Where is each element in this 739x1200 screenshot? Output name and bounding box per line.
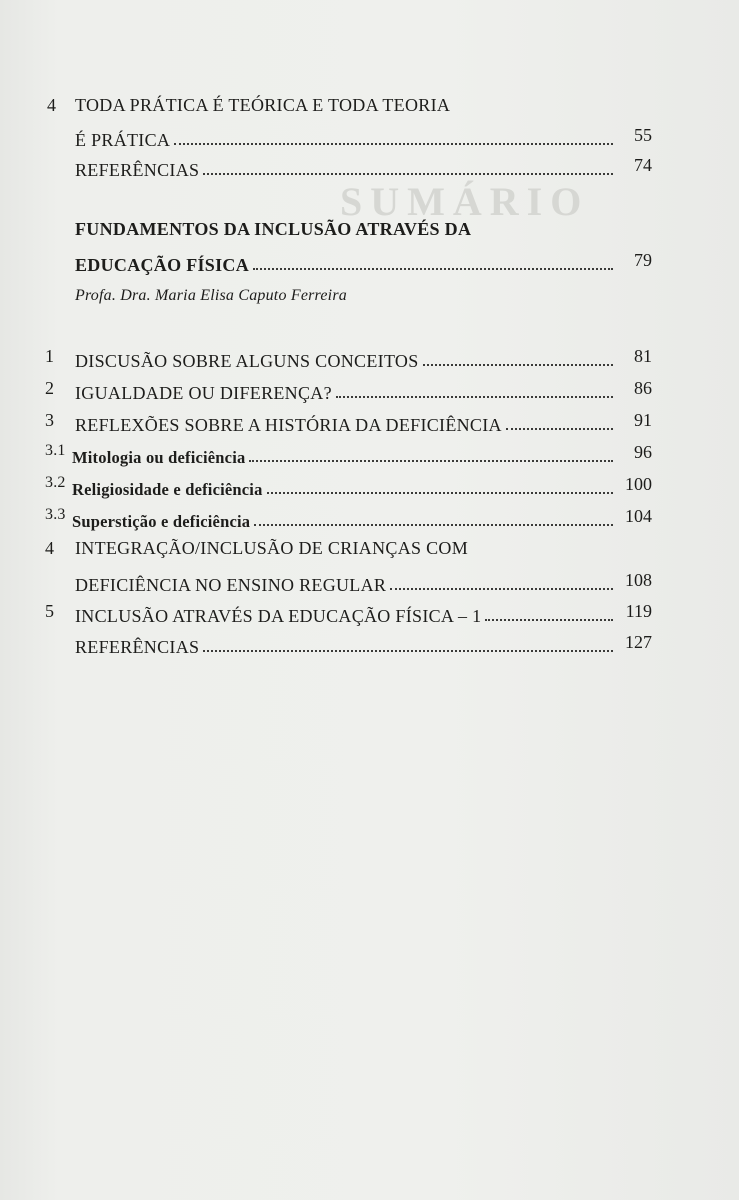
toc-entry-3-1[interactable]: [0, 442, 739, 470]
leader-row: [75, 632, 613, 658]
entry-title-line1: TODA PRÁTICA É TEÓRICA E TODA TEORIA: [75, 95, 451, 115]
dot-leader: [423, 364, 613, 366]
entry-title: REFLEXÕES SOBRE A HISTÓRIA DA DEFICIÊNCIA: [75, 415, 502, 435]
dot-leader: [253, 268, 613, 270]
leader-row: [72, 442, 613, 468]
entry-title-line2: DEFICIÊNCIA NO ENSINO REGULAR: [75, 575, 387, 595]
leader-row: [75, 410, 613, 436]
entry-page-number: 96: [634, 442, 652, 462]
entry-page-number: 100: [625, 474, 652, 494]
dot-leader: [267, 492, 613, 494]
toc-entry-5[interactable]: [0, 601, 739, 629]
entry-page-number: 91: [634, 410, 652, 430]
toc-entry-3-2[interactable]: [0, 474, 739, 502]
part-heading-text: EDUCAÇÃO FÍSICA: [75, 255, 250, 275]
part-heading-line1[interactable]: [0, 219, 739, 247]
toc-entry-2[interactable]: [0, 378, 739, 406]
entry-title: IGUALDADE OU DIFERENÇA?: [75, 383, 332, 403]
dot-leader: [485, 619, 613, 621]
entry-number: 3.3: [45, 506, 66, 523]
dot-leader: [203, 650, 613, 652]
entry-page-number: 86: [634, 378, 652, 398]
entry-number: 3: [45, 410, 55, 430]
part-heading-line2[interactable]: [0, 250, 739, 278]
entry-number: 5: [45, 601, 55, 621]
entry-number: 4: [47, 95, 57, 115]
entry-page-number: 81: [634, 346, 652, 366]
entry-title: Mitologia ou deficiência: [72, 448, 246, 467]
leader-row: [75, 250, 613, 276]
leader-row: [75, 346, 613, 372]
toc-entry-4-part1[interactable]: [0, 95, 739, 123]
entry-page-number: 127: [625, 632, 652, 652]
entry-title-line1: INTEGRAÇÃO/INCLUSÃO DE CRIANÇAS COM: [75, 538, 469, 558]
dot-leader: [174, 143, 613, 145]
entry-title: DISCUSÃO SOBRE ALGUNS CONCEITOS: [75, 351, 419, 371]
entry-title: REFERÊNCIAS: [75, 160, 200, 180]
entry-page-number: 74: [634, 155, 652, 175]
dot-leader: [506, 428, 613, 430]
entry-title: Superstição e deficiência: [72, 512, 251, 531]
leader-row: [72, 506, 613, 532]
entry-page-number: 119: [625, 601, 652, 621]
leader-row: [75, 601, 613, 627]
entry-title: REFERÊNCIAS: [75, 637, 200, 657]
author-name: Profa. Dra. Maria Elisa Caputo Ferreira: [75, 287, 347, 304]
dot-leader: [254, 524, 613, 526]
toc-entry-1[interactable]: [0, 346, 739, 374]
part-heading-text: FUNDAMENTOS DA INCLUSÃO ATRAVÉS DA: [75, 219, 472, 239]
entry-title: INCLUSÃO ATRAVÉS DA EDUCAÇÃO FÍSICA – 1: [75, 606, 482, 626]
toc-entry-references-part2[interactable]: [0, 632, 739, 660]
toc-entry-3[interactable]: [0, 410, 739, 438]
toc-entry-3-3[interactable]: [0, 506, 739, 534]
dot-leader: [336, 396, 613, 398]
entry-page-number: 108: [625, 570, 652, 590]
leader-row: [75, 378, 613, 404]
entry-page-number: 104: [625, 506, 652, 526]
show-through-text: SUMÁRIO: [340, 179, 590, 224]
toc-entry-references-part1[interactable]: [0, 155, 739, 183]
entry-title: Religiosidade e deficiência: [72, 480, 263, 499]
leader-row: [75, 125, 613, 151]
dot-leader: [390, 588, 613, 590]
leader-row: [75, 155, 613, 181]
leader-row: [72, 474, 613, 500]
entry-title-line2: É PRÁTICA: [75, 130, 171, 150]
dot-leader: [203, 173, 613, 175]
leader-row: [75, 570, 613, 596]
entry-number: 3.1: [45, 442, 66, 459]
entry-number: 3.2: [45, 474, 66, 491]
entry-number: 2: [45, 378, 55, 398]
entry-number: 4: [45, 538, 55, 558]
toc-entry-4-part1-line2[interactable]: [0, 125, 739, 153]
part-page-number: 79: [634, 250, 652, 270]
entry-number: 1: [45, 346, 55, 366]
toc-entry-4-part2[interactable]: [0, 538, 739, 566]
entry-page-number: 55: [634, 125, 652, 145]
dot-leader: [249, 460, 613, 462]
toc-entry-4-part2-line2[interactable]: [0, 570, 739, 598]
